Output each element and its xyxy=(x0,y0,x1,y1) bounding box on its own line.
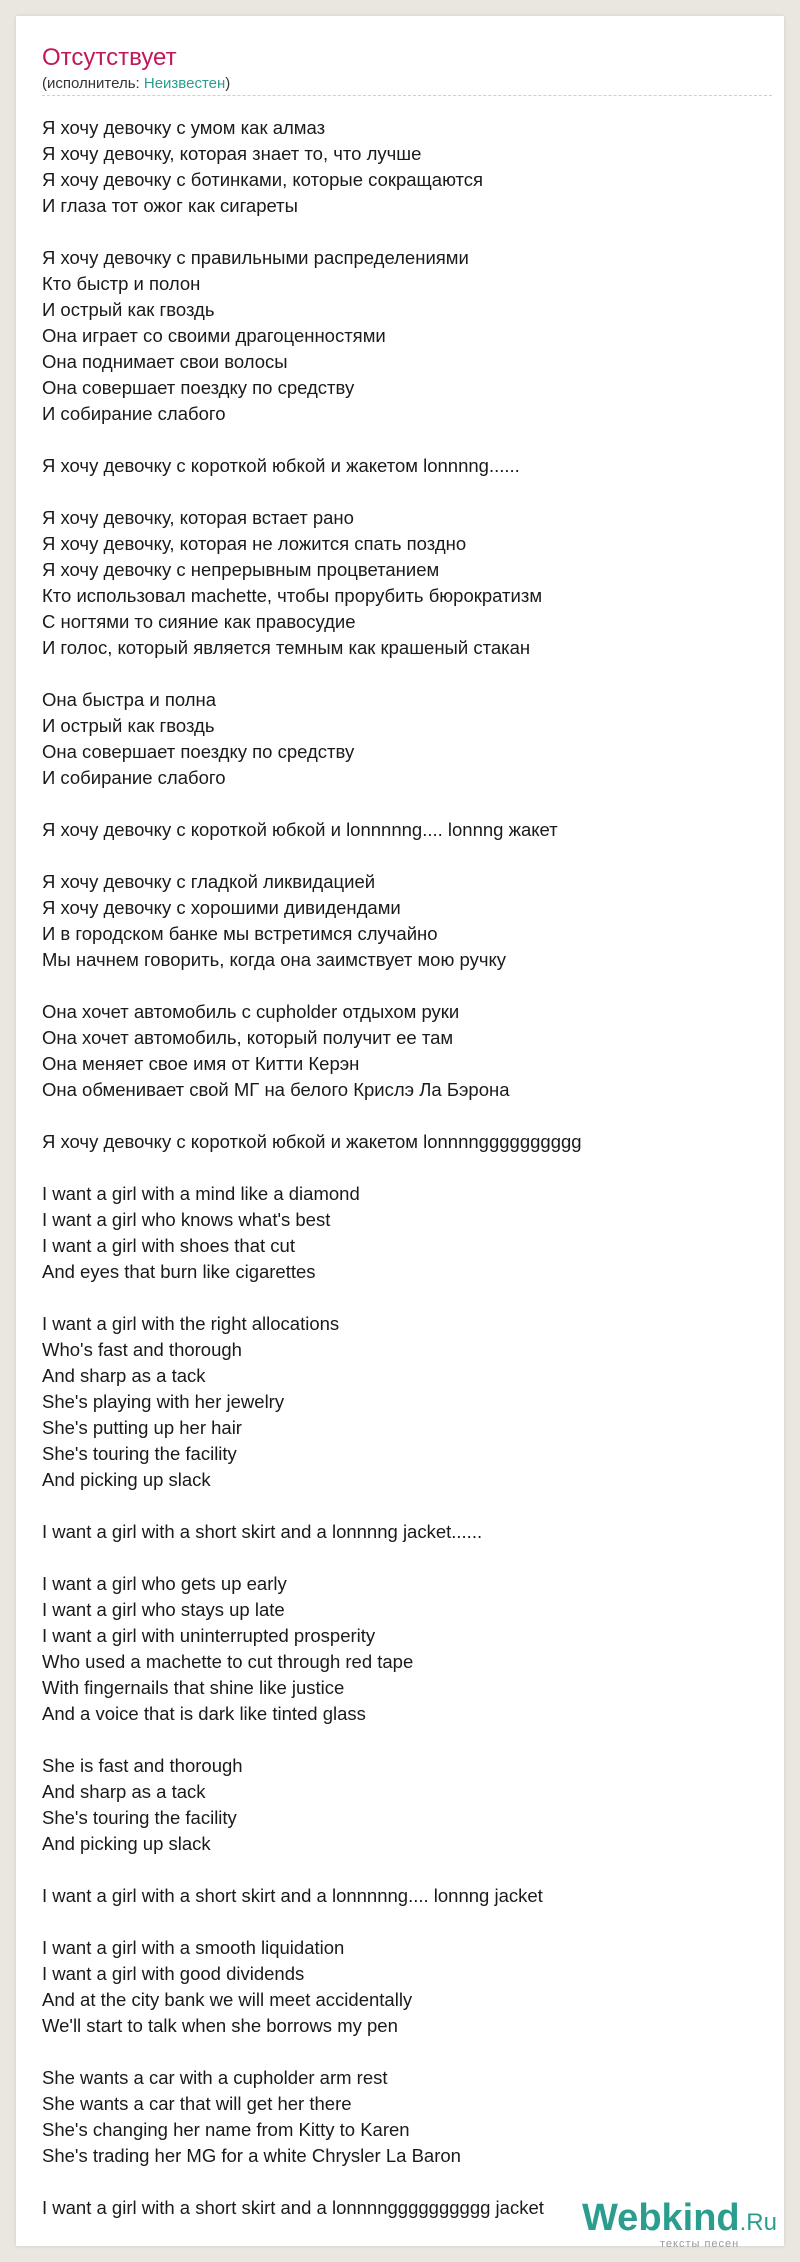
lyrics-text: Я хочу девочку с умом как алмаз Я хочу девочку, которая знает то, что лучше Я хочу девочку с ботинками, которые сокращаются И глаза тот ожог как сигареты Я хочу девочку с правильными распределениями Кто быстр и полон И острый как гвоздь Она играет со своими драгоценностями Она поднимает свои волосы Она совершает поездку по средству И собирание слабого Я хочу девочку с короткой юбкой и жакетом lonnnng...... Я хочу девочку, которая встает рано Я хочу девочку, которая не ложится спать поздно Я хочу девочку с непрерывным процветанием Кто использовал machette, чтобы прорубить бюрократизм С ногтями то сияние как правосудие И голос, который является темным как крашеный стакан Она быстра и полна И острый как гвоздь Она совершает поездку по средству И собирание слабого Я хочу девочку с короткой юбкой и lonnnnng.... lonnng жакет Я хочу девочку с гладкой ликвидацией Я хочу девочку с хорошими дивидендами И в городском банке мы встретимся случайно Мы начнем говорить, когда она заимствует мою ручку Она хочет автомобиль с cupholder отдыхом руки Она хочет автомобиль, который получит ее там Она меняет свое имя от Китти Керэн Она обменивает свой МГ на белого Крислэ Ла Бэрона Я хочу девочку с короткой юбкой и жакетом lonnnngggggggggg I want a girl with a mind like a diamond I want a girl who knows what's best I want a girl with shoes that cut And eyes that burn like cigarettes I want a girl with the right allocations Who's fast and thorough And sharp as a tack She's playing with her jewelry She's putting up her hair She's touring the facility And picking up slack I want a girl with a short skirt and a lonnnng jacket...... I want a girl who gets up early I want a girl who stays up late I want a girl with uninterrupted prosperity Who used a machette to cut through red tape With fingernails that shine like justice And a voice that is dark like tinted glass She is fast and thorough And sharp as a tack She's touring the facility And picking up slack I want a girl with a short skirt and a lonnnnng.... lonnng jacket I want a girl with a smooth liquidation I want a girl with good dividends And at the city bank we will meet accidentally We'll start to talk when she borrows my pen She wants a car with a cupholder arm rest She wants a car that will get her there She's changing her name from Kitty to Karen She's trading her MG for a white Chrysler La Baron I want a girl with a short skirt and a lonnnngggggggggg jacket xyxy=(42,117,582,2218)
lyrics-card xyxy=(16,16,784,2250)
artist-suffix: ) xyxy=(225,75,231,92)
song-title: Отсутствует xyxy=(42,44,177,71)
artist-link[interactable]: Неизвестен xyxy=(143,75,226,92)
logo-name: Webkind xyxy=(582,2197,740,2239)
logo-domain: .Ru xyxy=(739,2209,777,2236)
logo-tagline: тексты песен xyxy=(660,2238,740,2250)
artist-prefix: (исполнитель: xyxy=(42,75,144,92)
artist-line xyxy=(42,73,772,96)
site-logo[interactable] xyxy=(582,2196,792,2256)
